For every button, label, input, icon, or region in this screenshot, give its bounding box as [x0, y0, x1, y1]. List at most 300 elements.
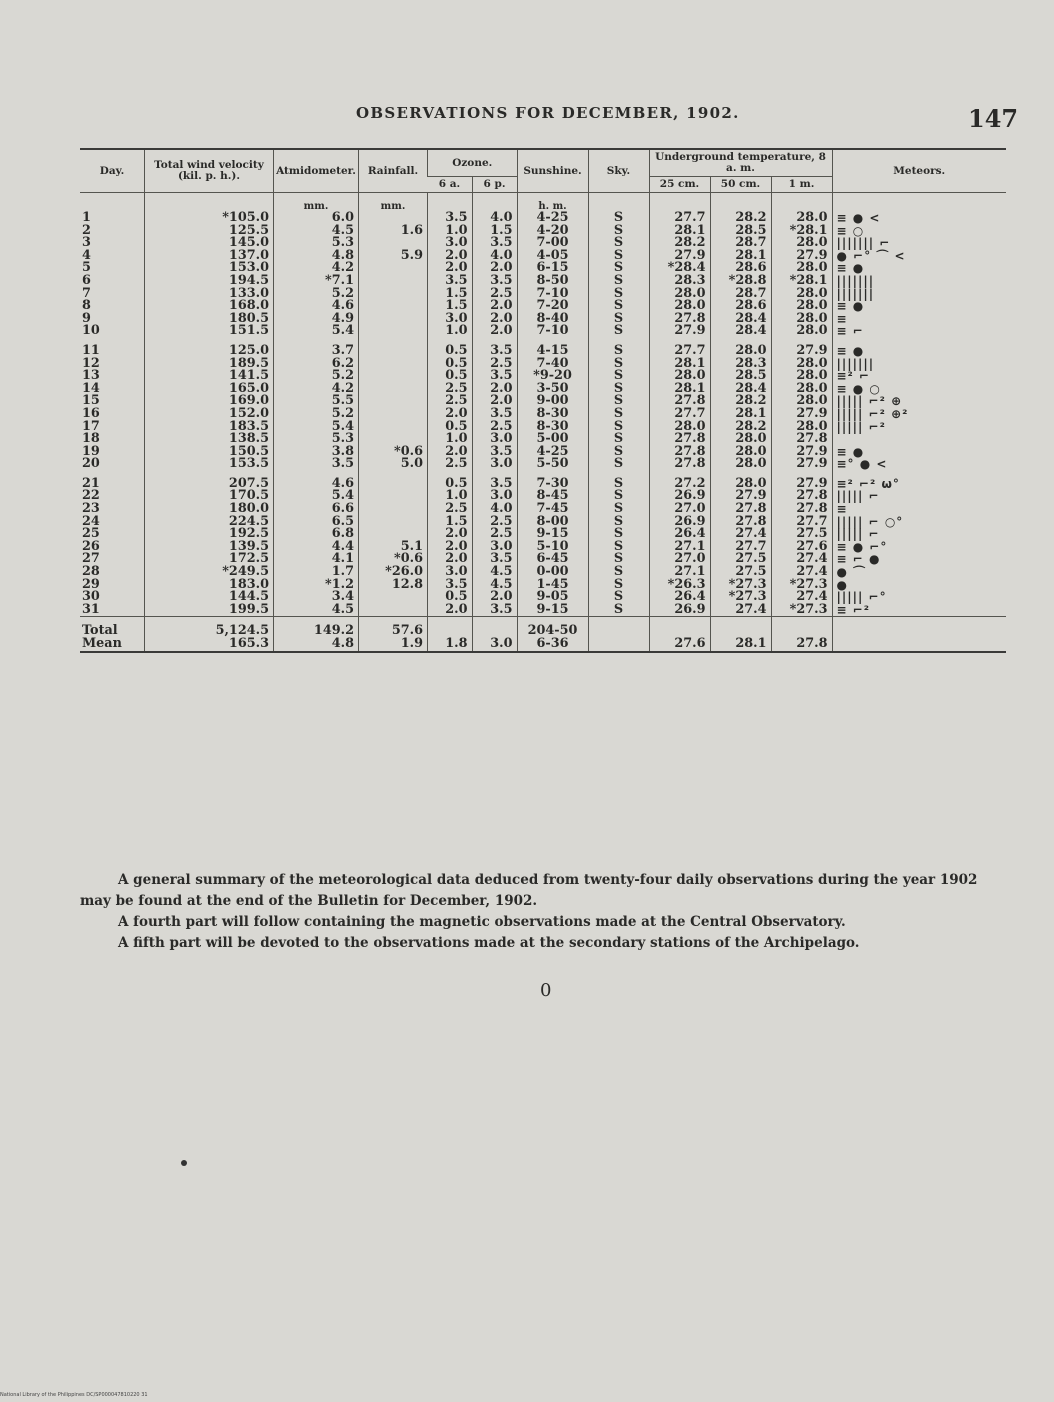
running-title: OBSERVATIONS FOR DECEMBER, 1902. [356, 104, 740, 122]
cell-ug-1m: 28.0 [771, 212, 832, 225]
cell-ug-1m: 27.8 [771, 433, 832, 446]
cell-ug-25: 28.0 [649, 300, 710, 313]
cell-meteors: ● [832, 579, 1006, 592]
cell-ozone-6a: 1.5 [428, 300, 473, 313]
cell-rainfall [359, 300, 428, 313]
mean-label: Mean [82, 636, 122, 651]
cell-wind: *249.5 [145, 566, 274, 579]
cell-ozone-6p: 3.5 [472, 604, 517, 617]
cell-wind: 139.5 [145, 541, 274, 554]
cell-ug-1m: 27.4 [771, 553, 832, 566]
cell-atmidometer: 4.6 [274, 300, 359, 313]
cell-ozone-6a: 2.5 [428, 503, 473, 516]
cell-ozone-6p: 4.0 [472, 250, 517, 263]
cell-ozone-6p: 4.5 [472, 566, 517, 579]
cell-ug-50: 28.6 [710, 262, 771, 275]
cell-sunshine: 7-20 [517, 300, 588, 313]
cell-meteors: ≡ ● [832, 446, 1006, 459]
cell-sky: S [588, 553, 649, 566]
cell-atmidometer: 4.9 [274, 313, 359, 326]
cell-rainfall: *26.0 [359, 566, 428, 579]
cell-ug-25: 27.1 [649, 566, 710, 579]
cell-meteors: ≡ [832, 313, 1006, 326]
cell-day: 29 [82, 576, 100, 592]
cell-sky: S [588, 433, 649, 446]
cell-sunshine: 8-30 [517, 421, 588, 434]
cell-atmidometer: 3.4 [274, 591, 359, 604]
cell-ozone-6a: 0.5 [428, 358, 473, 371]
mean-wind: 165.3 [145, 638, 274, 652]
cell-ozone-6a: 2.5 [428, 395, 473, 408]
cell-day: 4 [82, 247, 91, 263]
cell-ug-50: 28.5 [710, 370, 771, 383]
cell-ug-25: 27.7 [649, 212, 710, 225]
cell-ug-1m: 27.6 [771, 541, 832, 554]
cell-ug-1m: 28.0 [771, 237, 832, 250]
cell-ug-50: 28.7 [710, 237, 771, 250]
cell-ug-25: 27.2 [649, 478, 710, 491]
cell-sunshine: 8-45 [517, 490, 588, 503]
cell-sunshine: 8-00 [517, 516, 588, 529]
cell-sunshine: 4-05 [517, 250, 588, 263]
cell-ug-25: 27.7 [649, 408, 710, 421]
cell-ug-25: 26.9 [649, 516, 710, 529]
cell-ozone-6a: 0.5 [428, 421, 473, 434]
cell-day: 24 [82, 513, 100, 529]
cell-rainfall [359, 478, 428, 491]
footer-credit: National Library of the Philippines DC/SP000047810220 31 [0, 1392, 148, 1398]
cell-ug-25: 28.1 [649, 358, 710, 371]
cell-sunshine: 3-50 [517, 383, 588, 396]
cell-wind: 137.0 [145, 250, 274, 263]
cell-wind: 153.5 [145, 458, 274, 471]
cell-atmidometer: 4.8 [274, 250, 359, 263]
cell-day: 27 [82, 551, 100, 567]
cell-day: 17 [82, 418, 100, 434]
cell-rainfall [359, 325, 428, 338]
cell-rainfall: 1.6 [359, 225, 428, 238]
cell-ozone-6a: 2.0 [428, 541, 473, 554]
cell-wind: 170.5 [145, 490, 274, 503]
cell-ozone-6p: 3.5 [472, 446, 517, 459]
cell-sunshine: 6-45 [517, 553, 588, 566]
cell-ozone-6p: 3.5 [472, 408, 517, 421]
cell-sky: S [588, 446, 649, 459]
cell-rainfall [359, 490, 428, 503]
cell-day: 14 [82, 380, 100, 396]
cell-meteors: ● ⌒ [832, 566, 1006, 579]
cell-wind: 125.0 [145, 345, 274, 358]
cell-day: 20 [82, 456, 100, 472]
cell-ozone-6p: 1.5 [472, 225, 517, 238]
cell-ozone-6p: 2.5 [472, 421, 517, 434]
cell-ozone-6p: 2.5 [472, 288, 517, 301]
cell-sky: S [588, 503, 649, 516]
cell-sunshine: 4-25 [517, 446, 588, 459]
cell-rainfall: *0.6 [359, 553, 428, 566]
cell-ozone-6a: 3.0 [428, 313, 473, 326]
cell-ozone-6a: 1.5 [428, 516, 473, 529]
cell-atmidometer: 4.5 [274, 604, 359, 617]
col-sunshine: Sunshine. [517, 149, 588, 193]
mean-oz_p: 3.0 [472, 638, 517, 652]
cell-rainfall [359, 383, 428, 396]
total-rain: 57.6 [359, 617, 428, 638]
cell-atmidometer: 4.2 [274, 262, 359, 275]
cell-ug-50: 28.5 [710, 225, 771, 238]
unit-sunshine: h. m. [517, 193, 588, 213]
cell-sky: S [588, 516, 649, 529]
col-atmidometer: Atmidometer. [274, 149, 359, 193]
cell-ozone-6a: 3.5 [428, 212, 473, 225]
total-label: Total [80, 617, 145, 638]
cell-atmidometer: 5.4 [274, 490, 359, 503]
cell-sunshine: 1-45 [517, 579, 588, 592]
cell-ozone-6p: 3.5 [472, 553, 517, 566]
cell-meteors: ≡ ⌐ ● [832, 553, 1006, 566]
cell-ug-25: 27.9 [649, 250, 710, 263]
mean-row [80, 638, 1006, 652]
cell-ug-50: 27.8 [710, 503, 771, 516]
cell-ug-1m: 27.8 [771, 503, 832, 516]
cell-ug-1m: 27.9 [771, 250, 832, 263]
cell-ug-50: 28.2 [710, 421, 771, 434]
cell-ozone-6a: 1.5 [428, 288, 473, 301]
cell-wind: 169.0 [145, 395, 274, 408]
cell-ug-25: 26.4 [649, 528, 710, 541]
cell-ug-25: 28.1 [649, 383, 710, 396]
cell-ug-1m: 27.8 [771, 490, 832, 503]
cell-ug-25: 27.8 [649, 313, 710, 326]
cell-ug-25: 28.2 [649, 237, 710, 250]
page-number: 147 [968, 104, 1019, 133]
cell-ozone-6p: 2.0 [472, 262, 517, 275]
cell-wind: 165.0 [145, 383, 274, 396]
cell-sunshine: 7-45 [517, 503, 588, 516]
cell-sunshine: 4-15 [517, 345, 588, 358]
cell-ug-50: *27.3 [710, 591, 771, 604]
mean-t50: 28.1 [710, 638, 771, 652]
cell-atmidometer: 5.3 [274, 237, 359, 250]
cell-ug-1m: 28.0 [771, 313, 832, 326]
col-rainfall: Rainfall. [359, 149, 428, 193]
cell-ozone-6p: 3.5 [472, 237, 517, 250]
cell-day: 15 [82, 393, 100, 409]
cell-atmidometer: 3.7 [274, 345, 359, 358]
cell-ug-1m: 28.0 [771, 358, 832, 371]
observations-table [80, 148, 1006, 653]
cell-ug-50: 28.0 [710, 345, 771, 358]
cell-wind: 183.0 [145, 579, 274, 592]
cell-day: 26 [82, 538, 100, 554]
cell-atmidometer: 6.2 [274, 358, 359, 371]
total-oz_p [472, 617, 517, 638]
cell-ozone-6a: 0.5 [428, 591, 473, 604]
cell-wind: 133.0 [145, 288, 274, 301]
table-row [80, 325, 1006, 338]
cell-ozone-6p: 4.0 [472, 503, 517, 516]
cell-ug-1m: 28.0 [771, 395, 832, 408]
cell-ug-25: 27.0 [649, 503, 710, 516]
cell-day: 3 [82, 235, 91, 251]
cell-sunshine: 4-20 [517, 225, 588, 238]
col-wind: Total wind velocity (kil. p. h.). [145, 149, 274, 193]
cell-ozone-6a: 3.5 [428, 579, 473, 592]
cell-atmidometer: 1.7 [274, 566, 359, 579]
cell-sunshine: 7-10 [517, 325, 588, 338]
cell-wind: 144.5 [145, 591, 274, 604]
cell-ug-1m: 28.0 [771, 421, 832, 434]
cell-ozone-6p: 3.0 [472, 490, 517, 503]
ornament: 0 [540, 980, 552, 1001]
cell-sunshine: 0-00 [517, 566, 588, 579]
cell-sky: S [588, 325, 649, 338]
cell-ug-50: 28.2 [710, 212, 771, 225]
cell-ozone-6a: 2.0 [428, 446, 473, 459]
mean-sun: 6-36 [517, 638, 588, 652]
cell-rainfall [359, 358, 428, 371]
cell-sky: S [588, 358, 649, 371]
cell-atmidometer: 6.6 [274, 503, 359, 516]
cell-sky: S [588, 237, 649, 250]
cell-ozone-6a: 0.5 [428, 478, 473, 491]
cell-rainfall [359, 408, 428, 421]
cell-ozone-6a: 2.0 [428, 553, 473, 566]
cell-ug-1m: 27.9 [771, 458, 832, 471]
cell-ozone-6a: 2.0 [428, 250, 473, 263]
cell-rainfall [359, 591, 428, 604]
cell-ug-25: 28.0 [649, 288, 710, 301]
cell-day: 7 [82, 285, 91, 301]
cell-ozone-6a: 2.0 [428, 262, 473, 275]
col-ug-50: 50 cm. [710, 177, 771, 193]
cell-meteors: ≡ ○ [832, 225, 1006, 238]
cell-rainfall [359, 313, 428, 326]
cell-ozone-6a: 3.0 [428, 237, 473, 250]
cell-sunshine: 6-15 [517, 262, 588, 275]
cell-meteors: ≡² ⌐² ω° [832, 478, 1006, 491]
observations-body [80, 193, 1006, 652]
cell-sky: S [588, 541, 649, 554]
cell-sky: S [588, 528, 649, 541]
cell-meteors: ||||| ⌐² ⊕² [832, 408, 1006, 421]
cell-rainfall: *0.6 [359, 446, 428, 459]
cell-wind: 183.5 [145, 421, 274, 434]
cell-ug-1m: *28.1 [771, 275, 832, 288]
cell-ug-1m: 27.5 [771, 528, 832, 541]
cell-sky: S [588, 458, 649, 471]
total-sun: 204-50 [517, 617, 588, 638]
cell-day: 13 [82, 368, 100, 384]
cell-ozone-6p: 4.0 [472, 212, 517, 225]
cell-ug-1m: 27.4 [771, 566, 832, 579]
cell-ozone-6a: 3.0 [428, 566, 473, 579]
cell-day: 30 [82, 589, 100, 605]
cell-ug-1m: 27.4 [771, 591, 832, 604]
cell-sky: S [588, 288, 649, 301]
cell-atmidometer: 3.8 [274, 446, 359, 459]
cell-ug-25: *28.4 [649, 262, 710, 275]
cell-day: 22 [82, 488, 100, 504]
cell-sky: S [588, 478, 649, 491]
cell-ug-25: 28.0 [649, 421, 710, 434]
cell-rainfall [359, 345, 428, 358]
cell-ug-1m: 27.9 [771, 478, 832, 491]
cell-ozone-6p: 2.5 [472, 358, 517, 371]
total-met [832, 617, 1006, 638]
col-meteors: Meteors. [832, 149, 1006, 193]
col-underground: Underground temperature, 8 a. m. [649, 149, 832, 177]
cell-meteors: ● ⌐° ⌒ < [832, 250, 1006, 263]
cell-ug-50: 28.4 [710, 383, 771, 396]
cell-ozone-6p: 2.0 [472, 383, 517, 396]
cell-day: 12 [82, 355, 100, 371]
cell-atmidometer: 5.4 [274, 325, 359, 338]
cell-meteors: ||||||| ⌐ [832, 237, 1006, 250]
cell-wind: 194.5 [145, 275, 274, 288]
cell-atmidometer: 4.6 [274, 478, 359, 491]
cell-ug-1m: 28.0 [771, 262, 832, 275]
cell-ug-25: 28.1 [649, 225, 710, 238]
cell-ug-50: 28.7 [710, 288, 771, 301]
cell-day: 28 [82, 564, 100, 580]
cell-wind: 153.0 [145, 262, 274, 275]
cell-ug-25: 27.1 [649, 541, 710, 554]
total-sky [588, 617, 649, 638]
cell-wind: 138.5 [145, 433, 274, 446]
cell-ug-50: 28.0 [710, 433, 771, 446]
cell-wind: 192.5 [145, 528, 274, 541]
col-sky: Sky. [588, 149, 649, 193]
cell-ug-50: 27.9 [710, 490, 771, 503]
cell-ozone-6p: 3.0 [472, 458, 517, 471]
cell-day: 2 [82, 222, 91, 238]
cell-ug-1m: 28.0 [771, 383, 832, 396]
cell-ug-25: 27.8 [649, 446, 710, 459]
cell-ozone-6a: 1.0 [428, 433, 473, 446]
cell-day: 1 [82, 210, 91, 225]
cell-ug-25: 26.9 [649, 604, 710, 617]
cell-rainfall [359, 421, 428, 434]
cell-ozone-6p: 4.5 [472, 579, 517, 592]
cell-day: 19 [82, 443, 100, 459]
cell-ozone-6p: 2.0 [472, 395, 517, 408]
cell-ug-1m: *27.3 [771, 579, 832, 592]
cell-ug-1m: 27.9 [771, 345, 832, 358]
total-oz_a [428, 617, 473, 638]
cell-meteors: ≡ ● [832, 345, 1006, 358]
cell-ug-25: 27.8 [649, 433, 710, 446]
cell-atmidometer: 5.2 [274, 288, 359, 301]
cell-ozone-6p: 2.5 [472, 516, 517, 529]
cell-rainfall: 5.0 [359, 458, 428, 471]
cell-sunshine: 5-10 [517, 541, 588, 554]
cell-ug-1m: 27.9 [771, 446, 832, 459]
cell-ug-50: 28.0 [710, 458, 771, 471]
cell-day: 8 [82, 298, 91, 314]
cell-sky: S [588, 262, 649, 275]
cell-meteors: ≡ ● ○ [832, 383, 1006, 396]
mean-t1: 27.8 [771, 638, 832, 652]
cell-wind: 180.0 [145, 503, 274, 516]
cell-sky: S [588, 395, 649, 408]
cell-ug-25: 26.9 [649, 490, 710, 503]
cell-wind: 145.0 [145, 237, 274, 250]
cell-atmidometer: *7.1 [274, 275, 359, 288]
cell-meteors: ||||| ⌐ ○° [832, 516, 1006, 529]
cell-day: 25 [82, 526, 100, 542]
cell-ozone-6p: 3.5 [472, 370, 517, 383]
cell-ug-50: 28.1 [710, 250, 771, 263]
cell-ug-50: 28.0 [710, 478, 771, 491]
cell-ozone-6a: 1.0 [428, 325, 473, 338]
cell-meteors: ≡ ● < [832, 212, 1006, 225]
note-fifth-part: A fifth part will be devoted to the observations made at the secondary stations of the Archipelago. [118, 935, 860, 951]
note-fourth-part: A fourth part will follow containing the magnetic observations made at the Central Observatory. [118, 914, 846, 930]
cell-meteors: ||||||| [832, 288, 1006, 301]
cell-sunshine: 9-15 [517, 528, 588, 541]
cell-sky: S [588, 421, 649, 434]
cell-sunshine: 9-00 [517, 395, 588, 408]
cell-atmidometer: 4.2 [274, 383, 359, 396]
cell-wind: 141.5 [145, 370, 274, 383]
cell-rainfall [359, 370, 428, 383]
total-atm: 149.2 [274, 617, 359, 638]
cell-wind: 150.5 [145, 446, 274, 459]
cell-meteors: ≡ ● [832, 262, 1006, 275]
cell-wind: 152.0 [145, 408, 274, 421]
cell-ug-1m: 28.0 [771, 300, 832, 313]
cell-ozone-6a: 1.0 [428, 225, 473, 238]
cell-ug-50: 28.6 [710, 300, 771, 313]
cell-day: 9 [82, 310, 91, 326]
cell-meteors: ≡ ⌐² [832, 604, 1006, 617]
cell-ug-25: 27.0 [649, 553, 710, 566]
cell-wind: *105.0 [145, 212, 274, 225]
cell-ug-1m: 28.0 [771, 325, 832, 338]
cell-sky: S [588, 604, 649, 617]
cell-ug-25: 27.8 [649, 395, 710, 408]
cell-ug-50: 27.4 [710, 528, 771, 541]
cell-day: 31 [82, 601, 100, 617]
cell-ozone-6p: 2.0 [472, 300, 517, 313]
cell-day: 5 [82, 260, 91, 276]
cell-sunshine: 7-40 [517, 358, 588, 371]
cell-ozone-6p: 2.0 [472, 325, 517, 338]
cell-wind: 151.5 [145, 325, 274, 338]
cell-meteors: ≡° ● < [832, 458, 1006, 471]
cell-day: 6 [82, 272, 91, 288]
cell-ug-50: 27.5 [710, 566, 771, 579]
col-day: Day. [80, 149, 145, 193]
mean-t25: 27.6 [649, 638, 710, 652]
ink-speck [181, 1160, 187, 1166]
cell-wind: 224.5 [145, 516, 274, 529]
unit-rainfall: mm. [359, 193, 428, 213]
cell-wind: 125.5 [145, 225, 274, 238]
cell-atmidometer: 5.2 [274, 408, 359, 421]
cell-atmidometer: 6.5 [274, 516, 359, 529]
cell-ug-25: 27.8 [649, 458, 710, 471]
cell-ozone-6a: 2.0 [428, 408, 473, 421]
cell-ozone-6p: 3.0 [472, 541, 517, 554]
cell-ug-50: 28.0 [710, 446, 771, 459]
table-row [80, 458, 1006, 471]
total-t50 [710, 617, 771, 638]
cell-atmidometer: 6.0 [274, 212, 359, 225]
cell-ozone-6p: 3.0 [472, 433, 517, 446]
cell-ug-25: 27.7 [649, 345, 710, 358]
